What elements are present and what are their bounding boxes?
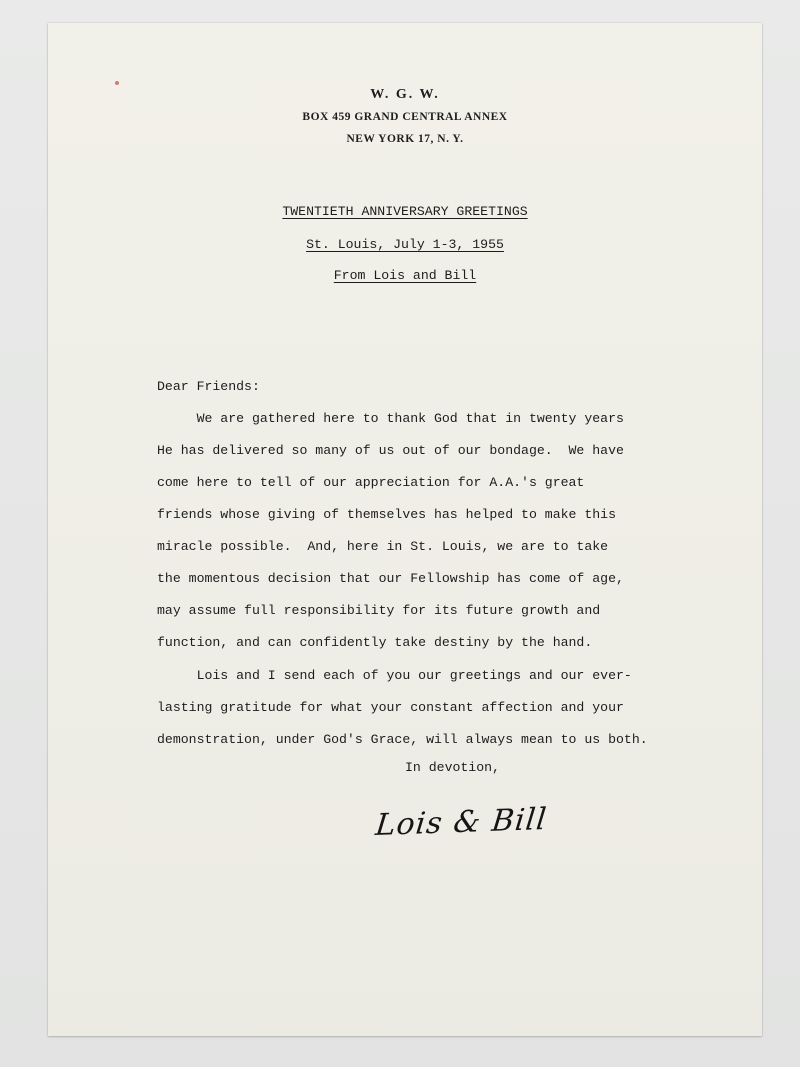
heading-title: TWENTIETH ANNIVERSARY GREETINGS: [282, 204, 528, 219]
body-line: miracle possible. And, here in St. Louis, we are to take: [157, 539, 609, 554]
body-line: We are gathered here to thank God that in twenty years: [157, 411, 624, 426]
letterhead-initials: W. G. W.: [370, 87, 440, 102]
body-line: function, and can confidently take destiny by the hand.: [157, 635, 593, 650]
heading-from: From Lois and Bill: [333, 268, 477, 283]
body-line: the momentous decision that our Fellowship has come of age,: [157, 571, 624, 586]
letterhead-city: NEW YORK 17, N. Y.: [346, 133, 464, 145]
body-line: may assume full responsibility for its future growth and: [157, 603, 601, 618]
letter-page: [48, 23, 762, 1036]
heading-place-date: St. Louis, July 1-3, 1955: [306, 237, 504, 252]
body-line: lasting gratitude for what your constant affection and your: [157, 700, 624, 715]
body-line: Lois and I send each of you our greetings and our ever-: [157, 668, 632, 683]
red-ink-mark: [115, 81, 119, 85]
closing: In devotion,: [405, 760, 500, 775]
body-line: friends whose giving of themselves has helped to make this: [157, 507, 616, 522]
body-line: demonstration, under God's Grace, will always mean to us both.: [157, 732, 648, 747]
handwritten-signature: Lois & Bill: [373, 802, 549, 843]
body-line: He has delivered so many of us out of our bondage. We have: [157, 443, 624, 458]
letterhead-address: BOX 459 GRAND CENTRAL ANNEX: [302, 111, 508, 123]
salutation: Dear Friends:: [157, 379, 260, 394]
body-line: come here to tell of our appreciation for A.A.'s great: [157, 475, 585, 490]
